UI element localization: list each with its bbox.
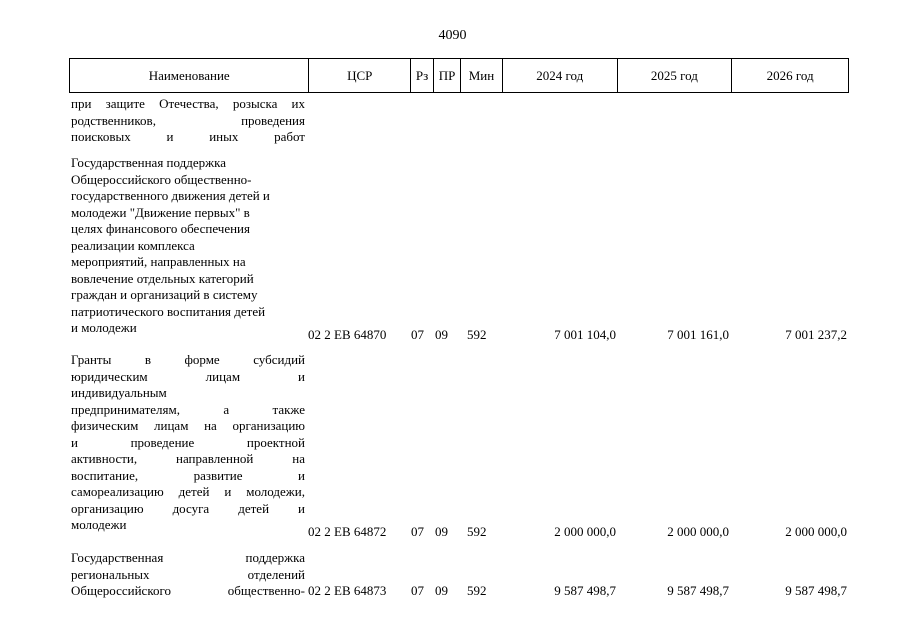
row-pr: 09 [435, 327, 448, 342]
header-min: Мин [461, 59, 503, 92]
row-pr: 09 [435, 524, 448, 539]
header-rz: Рз [411, 59, 434, 92]
row-min: 592 [467, 327, 487, 342]
row-value-2025: 2 000 000,0 [667, 524, 729, 539]
row-min: 592 [467, 524, 487, 539]
row-value-2024: 2 000 000,0 [554, 524, 616, 539]
header-2026: 2026 год [766, 67, 814, 83]
row-csr: 02 2 ЕВ 64873 [308, 583, 387, 598]
row-name: Государственная поддержка региональных отделений Общероссийского общественно- [71, 550, 305, 598]
header-pr: ПР [434, 59, 461, 92]
row-value-2026: 9 587 498,7 [785, 583, 847, 598]
header-csr: ЦСР [309, 59, 411, 92]
page-number: 4090 [438, 28, 467, 43]
row-name: при защите Отечества, розыска их родственников, проведения поисковых и иных работ [71, 96, 305, 144]
table-header [69, 58, 849, 93]
row-name: Гранты в форме субсидий юридическим лицам и индивидуальным предпринимателям, а также физическим лицам на организацию и проведение проектной активности, направленной на воспитание, развитие и самореализацию детей и молодежи, организацию досуга детей и молодежи [71, 352, 305, 532]
header-2025: 2025 год [618, 59, 733, 92]
row-value-2024: 9 587 498,7 [554, 583, 616, 598]
header-2024: 2024 год [503, 59, 618, 92]
header-name: Наименование [70, 59, 309, 92]
row-value-2024: 7 001 104,0 [554, 327, 616, 342]
row-csr: 02 2 ЕВ 64872 [308, 524, 387, 539]
row-value-2025: 7 001 161,0 [667, 327, 729, 342]
row-value-2025: 9 587 498,7 [667, 583, 729, 598]
row-min: 592 [467, 583, 487, 598]
row-csr: 02 2 ЕВ 64870 [308, 327, 387, 342]
row-rz: 07 [411, 524, 424, 539]
row-name: Государственная поддержка Общероссийского общественно- государственного движения детей и молодежи "Движение первых" в целях финансового обеспечения реализации комплекса мероприятий, направленных на вовлечение отдельных категорий граждан и организаций в систему патриотического воспитания детей и молодежи [71, 155, 270, 335]
row-value-2026: 2 000 000,0 [785, 524, 847, 539]
row-value-2026: 7 001 237,2 [785, 327, 847, 342]
row-rz: 07 [411, 583, 424, 598]
row-rz: 07 [411, 327, 424, 342]
row-pr: 09 [435, 583, 448, 598]
